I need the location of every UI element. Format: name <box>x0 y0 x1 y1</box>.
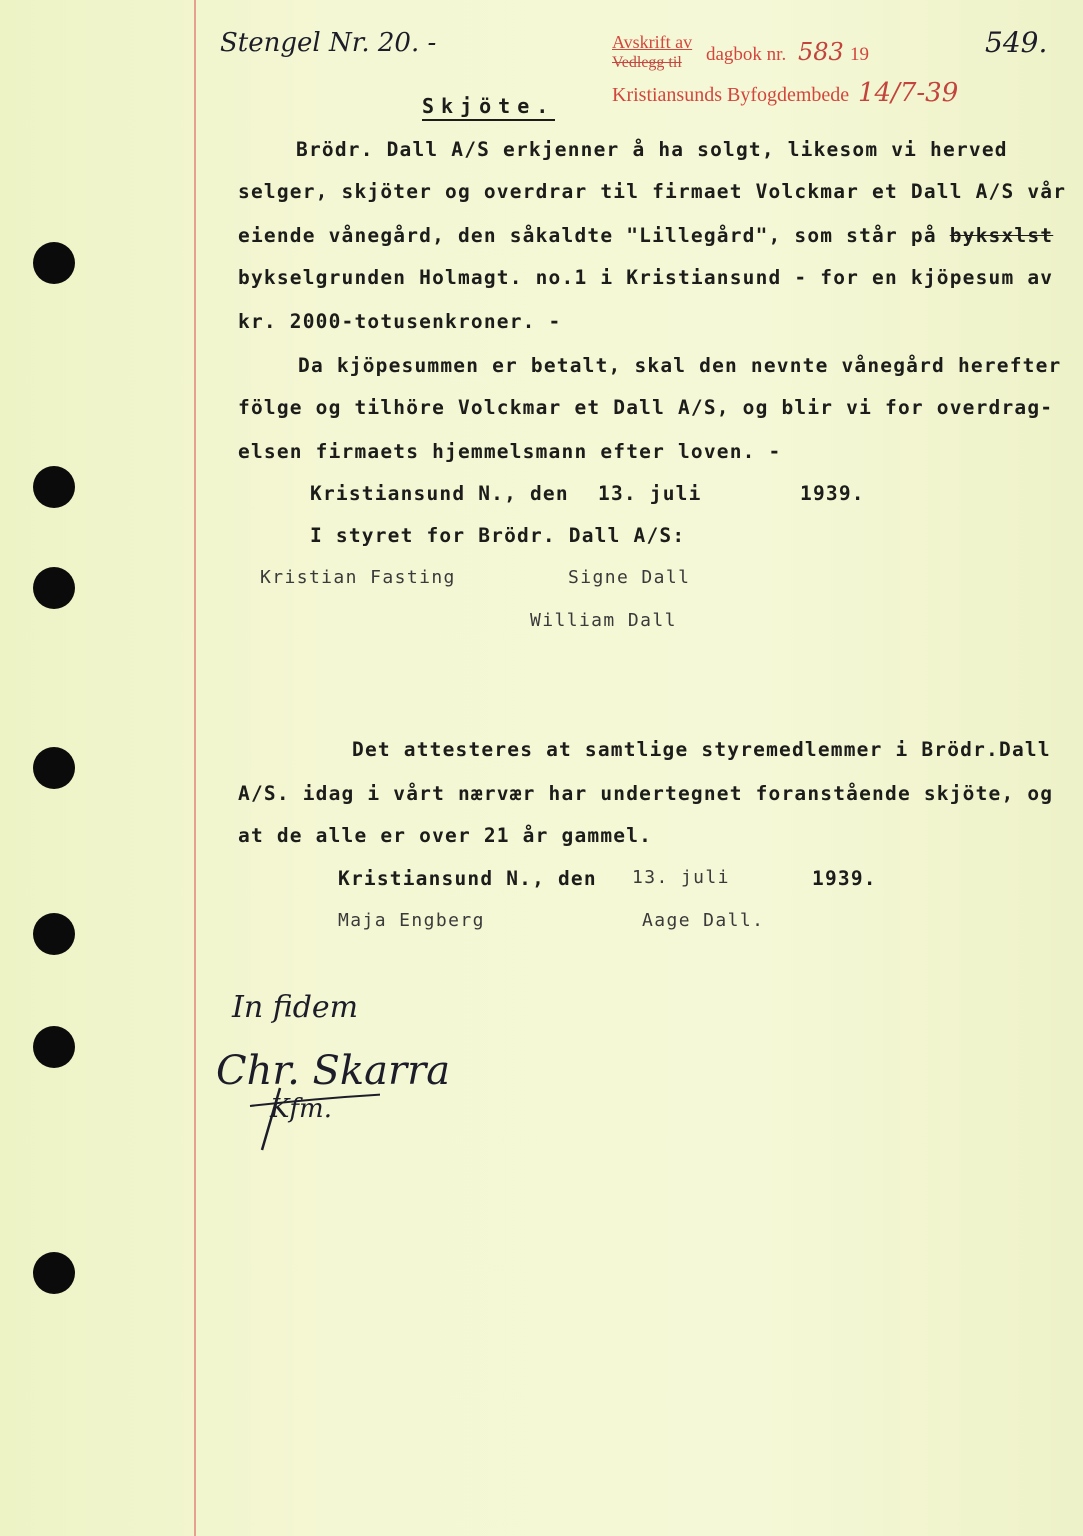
certification-in-fidem: In fidem <box>232 990 359 1025</box>
place-line: Kristiansund N., den <box>310 482 569 505</box>
body-line: bykselgrunden Holmagt. no.1 i Kristiansund - for en kjöpesum av <box>238 266 1054 289</box>
date-line: 13. juli <box>632 867 730 888</box>
stamp-date: 14/7-39 <box>858 78 959 108</box>
witness-typed: Maja Engberg <box>338 910 485 931</box>
page-number: 549. <box>985 26 1048 59</box>
signature-typed: William Dall <box>530 610 677 631</box>
binder-hole <box>33 913 75 955</box>
year-line: 1939. <box>800 482 865 505</box>
binder-hole <box>33 1026 75 1068</box>
handwritten-reference: Stengel Nr. 20. - <box>220 28 437 58</box>
dagbok-number: 583 <box>798 38 844 66</box>
board-line: I styret for Brödr. Dall A/S: <box>310 524 686 547</box>
body-line: fölge og tilhöre Volckmar et Dall A/S, og blir vi for overdrag- <box>238 396 1054 419</box>
certification-title: Kfm. <box>270 1094 332 1124</box>
stamp-avskrift: Avskrift av <box>612 32 693 52</box>
binder-hole <box>33 242 75 284</box>
body-line: selger, skjöter og overdrar til firmaet Volckmar et Dall A/S vår <box>238 180 1067 203</box>
certification-signature: Chr. Skarra <box>216 1048 451 1094</box>
binder-hole <box>33 747 75 789</box>
stamp-vedlegg: Vedlegg til <box>612 54 682 71</box>
binder-hole <box>33 567 75 609</box>
signature-typed: Kristian Fasting <box>260 567 456 588</box>
body-line: kr. 2000-totusenkroner. - <box>238 310 562 333</box>
body-line: elsen firmaets hjemmelsmann efter loven. - <box>238 440 782 463</box>
year-line: 1939. <box>812 867 877 890</box>
document-title: Skjöte. <box>422 94 555 121</box>
margin-rule <box>194 0 196 1536</box>
date-line: 13. juli <box>598 482 702 505</box>
place-line: Kristiansund N., den <box>338 867 597 890</box>
body-line: Da kjöpesummen er betalt, skal den nevnte vånegård herefter <box>298 354 1062 377</box>
binder-hole <box>33 1252 75 1294</box>
binder-hole <box>33 466 75 508</box>
attest-line: at de alle er over 21 år gammel. <box>238 824 653 847</box>
stamp-year: 19 <box>850 44 869 65</box>
signature-typed: Signe Dall <box>568 567 691 588</box>
witness-typed: Aage Dall. <box>642 910 765 931</box>
attest-line: A/S. idag i vårt nærvær har undertegnet foranstående skjöte, og <box>238 782 1054 805</box>
body-line-text: eiende vånegård, den såkaldte "Lillegård", som står på <box>238 224 937 247</box>
stamp-dagbok: dagbok nr. <box>706 44 787 65</box>
struck-word: byksxlst <box>949 224 1054 247</box>
stamp-court: Kristiansunds Byfogdembede <box>612 84 850 106</box>
body-line: Brödr. Dall A/S erkjenner å ha solgt, likesom vi herved <box>296 138 1008 161</box>
body-line <box>238 224 1053 247</box>
signature-flourish <box>240 1080 380 1160</box>
attest-line: Det attesteres at samtlige styremedlemmer i Brödr.Dall <box>352 738 1051 761</box>
